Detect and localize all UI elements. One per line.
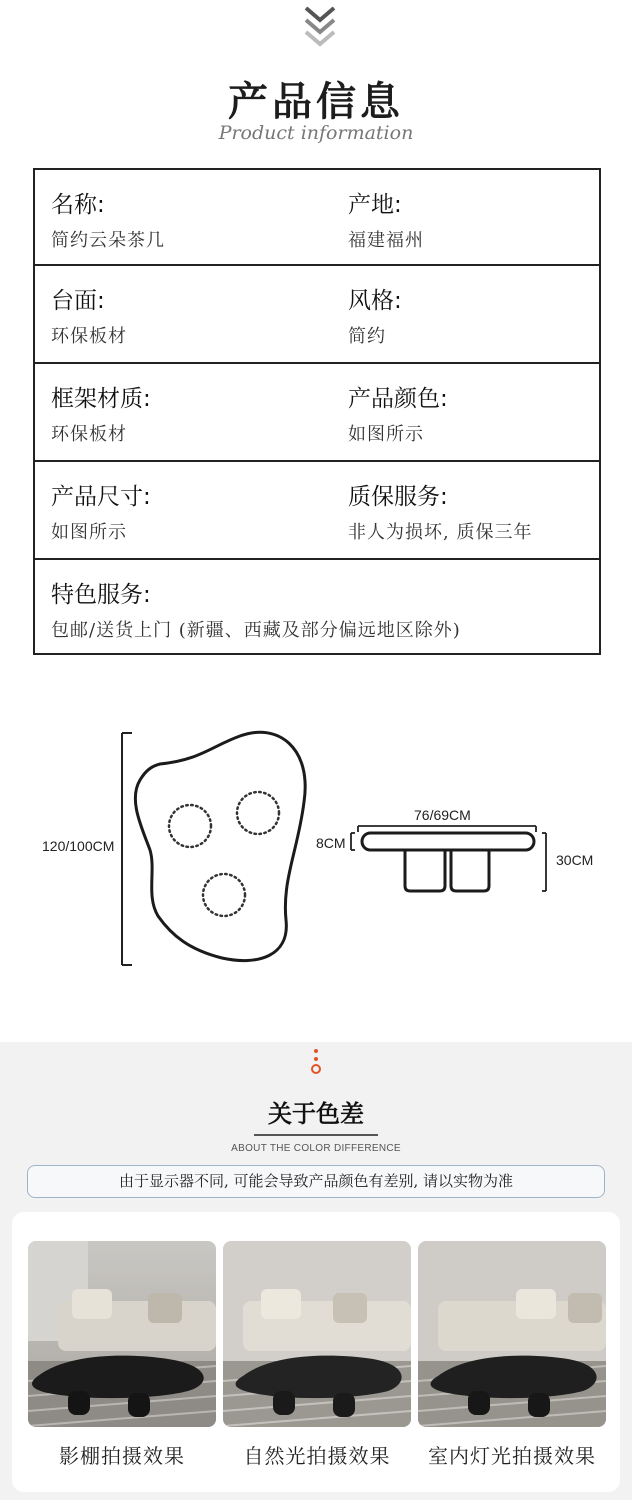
- photo-caption: 室内灯光拍摄效果: [428, 1444, 596, 1468]
- color-difference-title: 关于色差: [268, 1100, 364, 1128]
- color-difference-subtitle: ABOUT THE COLOR DIFFERENCE: [231, 1143, 401, 1154]
- info-value: 环保板材: [51, 326, 127, 347]
- info-value: 环保板材: [51, 424, 127, 445]
- thickness-label: 8CM: [316, 835, 346, 851]
- info-value: 简约: [348, 326, 386, 347]
- table-row: [35, 462, 599, 560]
- studio-photo: [28, 1241, 216, 1427]
- photo-caption: 自然光拍摄效果: [243, 1444, 391, 1468]
- leg-dot-circle: [203, 874, 245, 916]
- living-room-photo: [28, 1241, 216, 1427]
- info-key: 产品尺寸:: [51, 484, 151, 510]
- info-value: 如图所示: [51, 522, 127, 543]
- side-leg: [405, 850, 445, 891]
- indoor-light-photo: [418, 1241, 606, 1427]
- product-info-table: [33, 168, 601, 655]
- info-key: 风格:: [348, 288, 402, 314]
- height-bracket: [542, 833, 546, 891]
- decor-dots-icon: [306, 1048, 326, 1076]
- thickness-bracket: [351, 833, 355, 850]
- table-row: [35, 266, 599, 364]
- title-underline: [254, 1134, 378, 1136]
- info-value: 简约云朵茶几: [51, 230, 165, 251]
- page-title: 产品信息: [228, 79, 404, 125]
- leg-dot-circle: [169, 805, 211, 847]
- living-room-photo: [223, 1241, 411, 1427]
- info-key: 产地:: [348, 192, 402, 218]
- height-label: 30CM: [556, 852, 594, 868]
- info-value: 如图所示: [348, 424, 424, 445]
- width-label: 76/69CM: [414, 807, 471, 823]
- leg-dot-circle: [237, 792, 279, 834]
- table-row: [35, 364, 599, 462]
- info-key: 框架材质:: [51, 386, 151, 412]
- natural-light-photo: [223, 1241, 411, 1427]
- table-row: [35, 560, 599, 653]
- color-notice: 由于显示器不同, 可能会导致产品颜色有差别, 请以实物为准: [27, 1165, 605, 1198]
- scroll-down-chevron-icon: [300, 4, 340, 50]
- width-bracket: [358, 826, 536, 832]
- info-key: 特色服务:: [51, 582, 151, 608]
- dimension-diagram: [0, 700, 632, 1000]
- info-key: 名称:: [51, 192, 105, 218]
- table-row: [35, 170, 599, 266]
- info-key: 台面:: [51, 288, 105, 314]
- length-label: 120/100CM: [42, 838, 115, 854]
- page-subtitle: Product information: [218, 122, 414, 144]
- info-value: 福建福州: [348, 230, 424, 251]
- photo-caption: 影棚拍摄效果: [59, 1444, 185, 1468]
- living-room-photo: [418, 1241, 606, 1427]
- length-bracket: [122, 733, 132, 965]
- info-key: 产品颜色:: [348, 386, 448, 412]
- side-top-slab: [362, 833, 534, 850]
- info-key: 质保服务:: [348, 484, 448, 510]
- info-value: 包邮/送货上门 (新疆、西藏及部分偏远地区除外): [51, 620, 461, 641]
- tabletop-outline: [135, 732, 305, 960]
- side-leg: [451, 850, 489, 891]
- info-value: 非人为损坏, 质保三年: [348, 522, 533, 543]
